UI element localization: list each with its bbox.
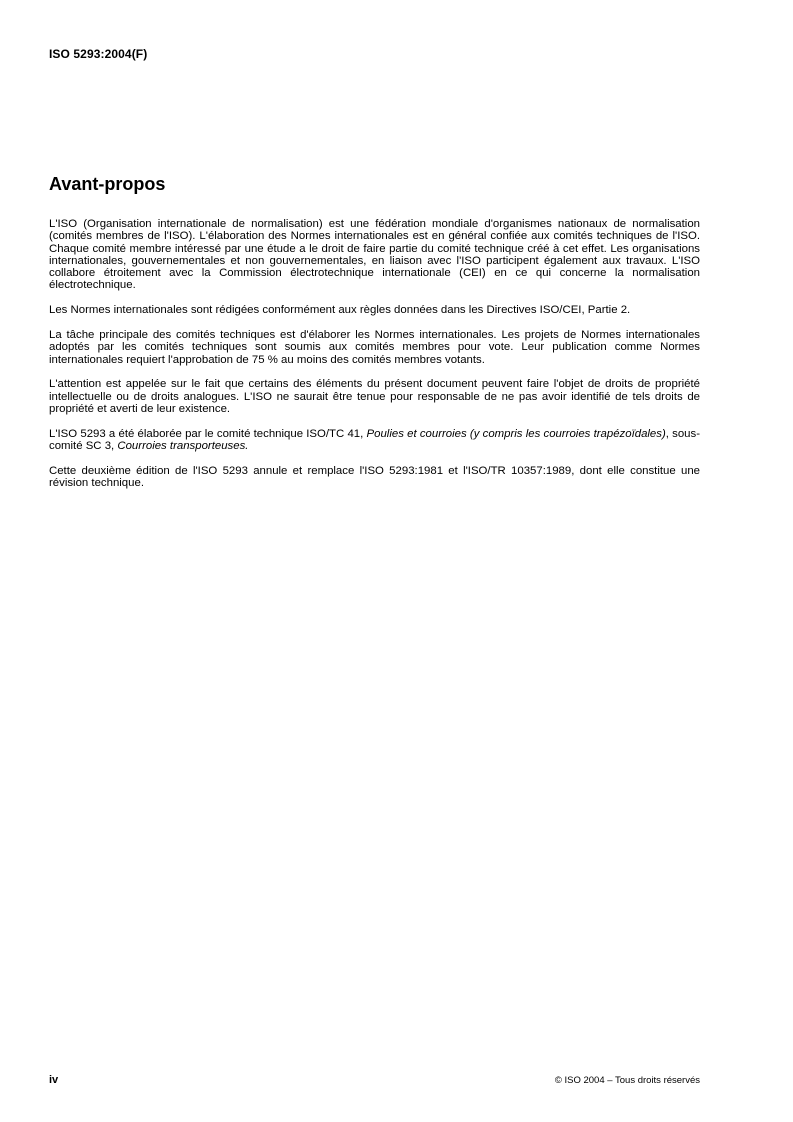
committee-title-italic: Poulies et courroies (y compris les courroies trapézoïdales): [366, 427, 666, 440]
prepared-by-period: .: [245, 440, 249, 453]
paragraph-edition-note: Cette deuxième édition de l'ISO 5293 annule et remplace l'ISO 5293:1981 et l'ISO/TR 10357:1989, dont elle constitue une révision technique.: [49, 464, 700, 490]
paragraph-patent-rights: L'attention est appelée sur le fait que certains des éléments du présent document peuvent faire l'objet de droits de propriété intellectuelle ou de droits analogues. L'ISO ne saurait être tenue pour responsable de ne pas avoir identifié de tels droits de propriété et averti de leur existence.: [49, 378, 700, 416]
section-title: Avant-propos: [49, 174, 166, 194]
copyright-notice: © ISO 2004 – Tous droits réservés: [554, 1075, 700, 1086]
prepared-by-text-1: L'ISO 5293 a été élaborée par le comité technique ISO/TC 41,: [49, 427, 367, 440]
paragraph-technical-committees: La tâche principale des comités techniques est d'élaborer les Normes internationales. Les projets de Normes internationales adoptés par les comités techniques sont soumis aux comités membres pour vote. Leur publication comme Normes internationales requiert l'approbation de 75 % au moins des comités membres votants.: [49, 329, 700, 366]
paragraph-directives: Les Normes internationales sont rédigées conformément aux règles données dans les Directives ISO/CEI, Partie 2.: [49, 304, 631, 317]
subcommittee-title-italic: Courroies transporteuses: [117, 440, 246, 453]
page-number: iv: [49, 1074, 59, 1086]
document-id-header: ISO 5293:2004(F): [49, 47, 148, 61]
prepared-by-text-2: , sous-comité SC 3,: [49, 427, 701, 453]
foreword-body: [49, 218, 700, 502]
paragraph-iso-organisation: L'ISO (Organisation internationale de normalisation) est une fédération mondiale d'organismes nationaux de normalisation (comités membres de l'ISO). L'élaboration des Normes internationales est en général confiée aux comités techniques de l'ISO. Chaque comité membre intéressé par une étude a le droit de faire partie du comité technique créé à cet effet. Les organisations internationales, gouvernementales et non gouvernementales, en liaison avec l'ISO participent également aux travaux. L'ISO collabore étroitement avec la Commission électrotechnique internationale (CEI) en ce qui concerne la normalisation électrotechnique.: [49, 218, 700, 292]
paragraph-prepared-by: [49, 428, 700, 453]
